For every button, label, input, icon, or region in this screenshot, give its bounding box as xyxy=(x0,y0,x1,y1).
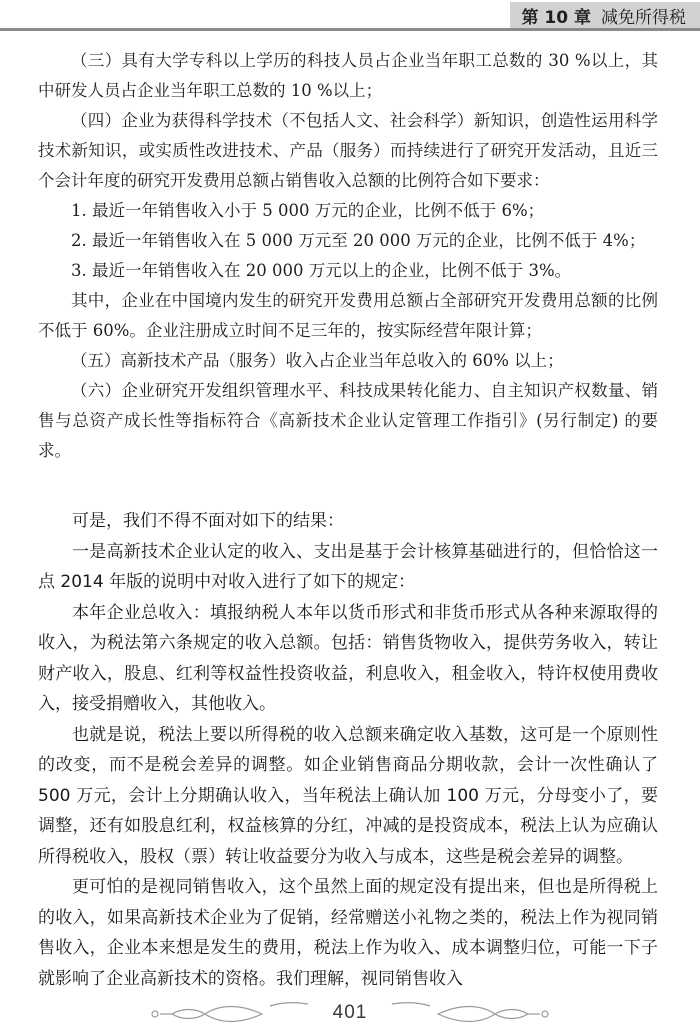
quote-list-item: 2. 最近一年销售收入在 5 000 万元至 20 000 万元的企业，比例不低于 4%； xyxy=(71,231,646,250)
quote-paragraph: （五）高新技术产品（服务）收入占企业当年总收入的 60% 以上； xyxy=(71,351,564,370)
body-text xyxy=(38,506,658,994)
quote-list-item: 1. 最近一年销售收入小于 5 000 万元的企业，比例不低于 6%； xyxy=(71,201,545,220)
page-number: 401 xyxy=(332,1002,368,1023)
quote-paragraph: （三）具有大学专科以上学历的科技人员占企业当年职工总数的 30 %以上，其中研发人员占企业当年职工总数的 10 %以上； xyxy=(38,51,658,100)
body-paragraph: 可是，我们不得不面对如下的结果： xyxy=(72,511,344,531)
page-content xyxy=(38,46,658,994)
running-header xyxy=(0,0,700,32)
body-paragraph: 一是高新技术企业认定的收入、支出是基于会计核算基础进行的，但恰恰这一点 2014 年版的说明中对收入进行了如下的规定： xyxy=(38,541,658,592)
quote-paragraph: （四）企业为获得科学技术（不包括人文、社会科学）新知识，创造性运用科学技术新知识，或实质性改进技术、产品（服务）而持续进行了研究开发活动，且近三个会计年度的研究开发费用总额占销售收入总额的比例符合如下要求： xyxy=(38,111,658,190)
page-footer xyxy=(0,1000,700,1030)
quote-paragraph: 其中，企业在中国境内发生的研究开发费用总额占全部研究开发费用总额的比例不低于 60%。企业注册成立时间不足三年的，按实际经营年限计算； xyxy=(38,291,658,340)
quote-list-item: 3. 最近一年销售收入在 20 000 万元以上的企业，比例不低于 3%。 xyxy=(71,261,572,280)
chapter-title: 减免所得税 xyxy=(601,7,686,28)
body-paragraph: 本年企业总收入：填报纳税人本年以货币形式和非货币形式从各种来源取得的收入，为税法第六条规定的收入总额。包括：销售货物收入，提供劳务收入，转让财产收入，股息、红利等权益性投资收益，利息收入，租金收入，特许权使用费收入，接受捐赠收入，其他收入。 xyxy=(38,602,658,714)
chapter-number: 第 10 章 xyxy=(521,7,591,28)
body-paragraph: 更可怕的是视同销售收入，这个虽然上面的规定没有提出来，但也是所得税上的收入，如果高新技术企业为了促销，经常赠送小礼物之类的，税法上作为视同销售收入，企业本来想是发生的费用，税法上作为收入、成本调整归位，可能一下子就影响了企业高新技术的资格。我们理解，视同销售收入 xyxy=(38,877,658,989)
chapter-tab xyxy=(510,2,700,28)
quoted-regulation xyxy=(38,46,658,466)
body-paragraph: 也就是说，税法上要以所得税的收入总额来确定收入基数，这可是一个原则性的改变，而不是税会差异的调整。如企业销售商品分期收款，会计一次性确认了 500 万元，会计上分期确认收入，当年税法上确认加 100 万元，分母变小了，要调整，还有如股息红利，权益核算的分红，冲减的是投资成本，税法上认为应确认所得税收入，股权（票）转让收益要分为收入与成本，这些是税会差异的调整。 xyxy=(38,724,658,867)
header-rule xyxy=(0,28,700,31)
quote-paragraph: （六）企业研究开发组织管理水平、科技成果转化能力、自主知识产权数量、销售与总资产成长性等指标符合《高新技术企业认定管理工作指引》(另行制定) 的要求。 xyxy=(38,381,658,460)
